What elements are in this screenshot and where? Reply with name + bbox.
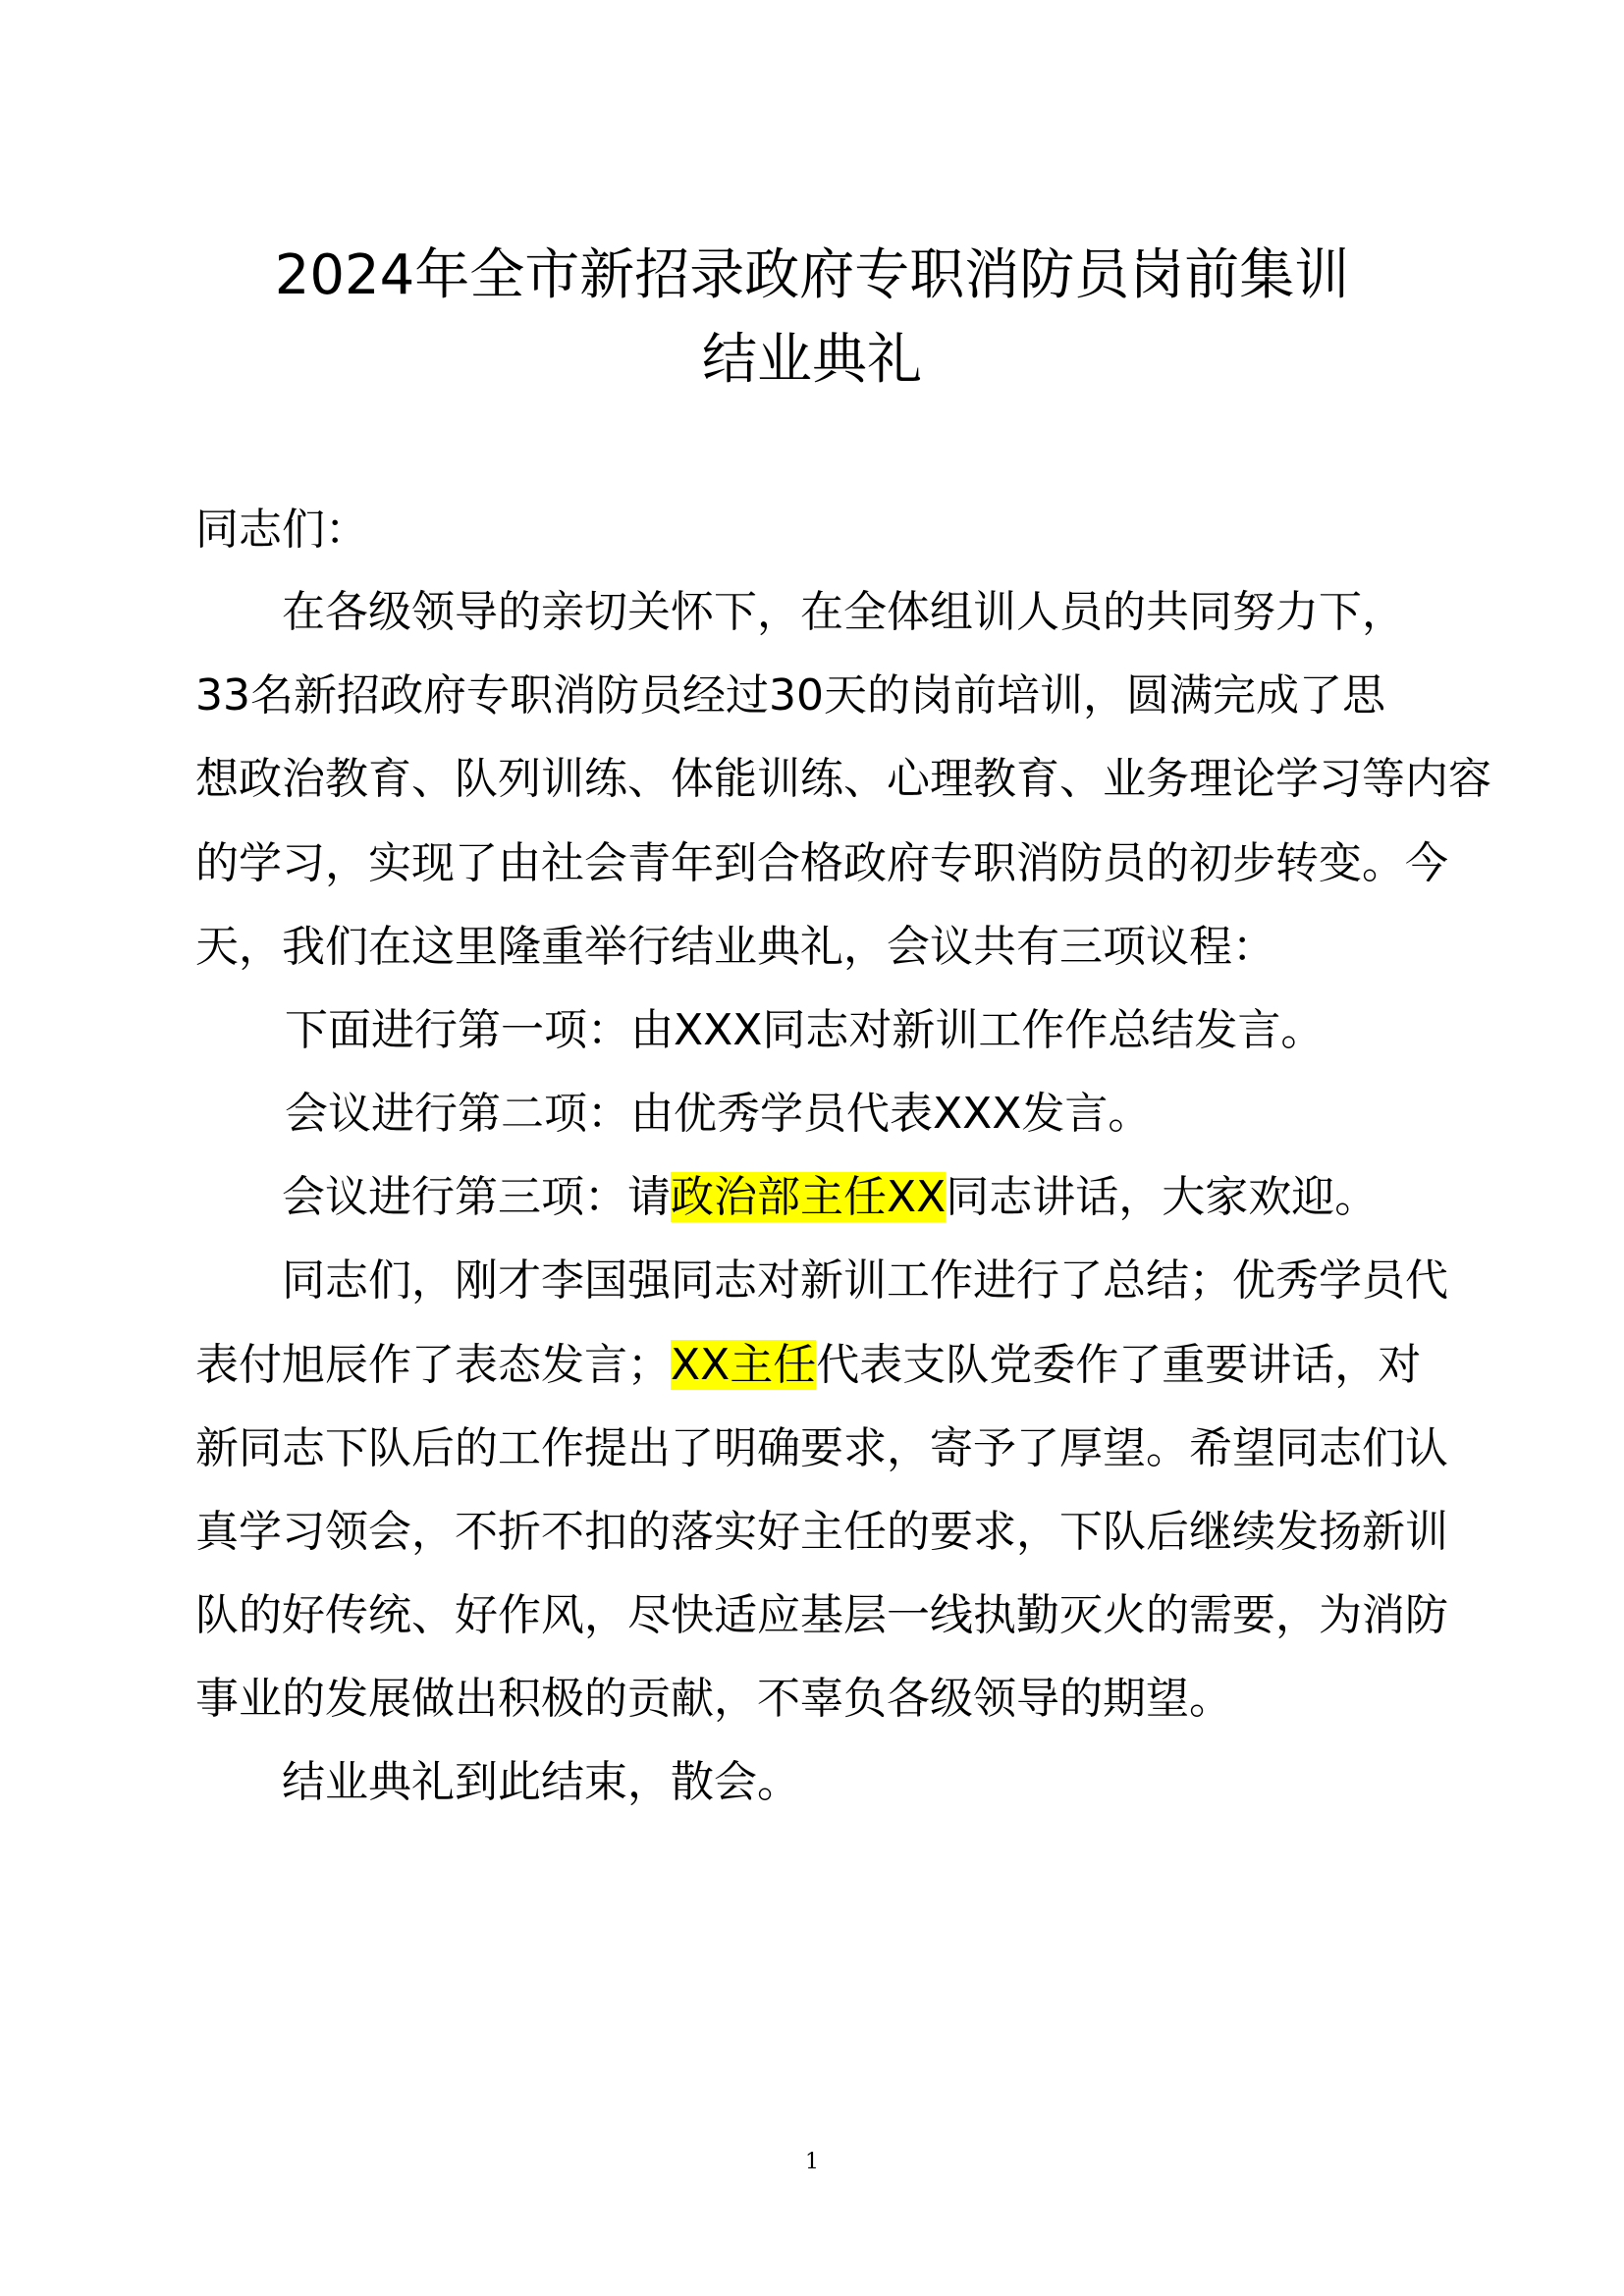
agenda-item-3-prefix: 会议进行第三项：请: [282, 1172, 671, 1222]
paragraph-2-line-2: [195, 1336, 1421, 1395]
paragraph-1-line-4: 的学习，实现了由社会青年到合格政府专职消防员的初步转变。今: [195, 838, 1448, 888]
title-line-2: 结业典礼: [702, 328, 922, 392]
paragraph-2-line-4: 真学习领会，不折不扣的落实好主任的要求，下队后继续发扬新训: [195, 1507, 1448, 1557]
greeting: 同志们：: [195, 505, 368, 555]
closing-line: 结业典礼到此结束，散会。: [282, 1757, 800, 1807]
paragraph-1-line-1: 在各级领导的亲切关怀下，在全体组训人员的共同努力下，: [282, 587, 1405, 637]
paragraph-2-line-2-suffix: 代表支队党委作了重要讲话，对: [816, 1340, 1422, 1390]
page-number: 1: [805, 2150, 819, 2174]
paragraph-1-line-5: 天，我们在这里隆重举行结业典礼，会议共有三项议程：: [195, 922, 1275, 972]
paragraph-2-line-3: 新同志下队后的工作提出了明确要求，寄予了厚望。希望同志们认: [195, 1423, 1448, 1473]
title-line-1: 2024年全市新招录政府专职消防员岗前集训: [274, 243, 1350, 307]
agenda-item-3-suffix: 同志讲话，大家欢迎。: [946, 1172, 1379, 1222]
paragraph-1-line-3: 想政治教育、队列训练、体能训练、心理教育、业务理论学习等内容: [195, 754, 1491, 804]
agenda-item-3: [282, 1168, 1378, 1227]
agenda-item-2: 会议进行第二项：由优秀学员代表XXX发言。: [285, 1089, 1152, 1139]
paragraph-1-line-2: 33名新招政府专职消防员经过30天的岗前培训，圆满完成了思: [195, 670, 1385, 721]
agenda-item-1: 下面进行第一项：由XXX同志对新训工作作总结发言。: [285, 1005, 1325, 1055]
highlighted-director: XX主任: [671, 1340, 817, 1390]
paragraph-2-line-2-prefix: 表付旭辰作了表态发言；: [195, 1340, 671, 1390]
paragraph-2-line-6: 事业的发展做出积极的贡献，不辜负各级领导的期望。: [195, 1674, 1232, 1724]
paragraph-2-line-1: 同志们，刚才李国强同志对新训工作进行了总结；优秀学员代: [282, 1255, 1448, 1306]
highlighted-speaker-title: 政治部主任XX: [671, 1172, 947, 1222]
document-title: [177, 234, 1447, 402]
paragraph-2-line-5: 队的好传统、好作风，尽快适应基层一线执勤灭火的需要，为消防: [195, 1590, 1448, 1640]
